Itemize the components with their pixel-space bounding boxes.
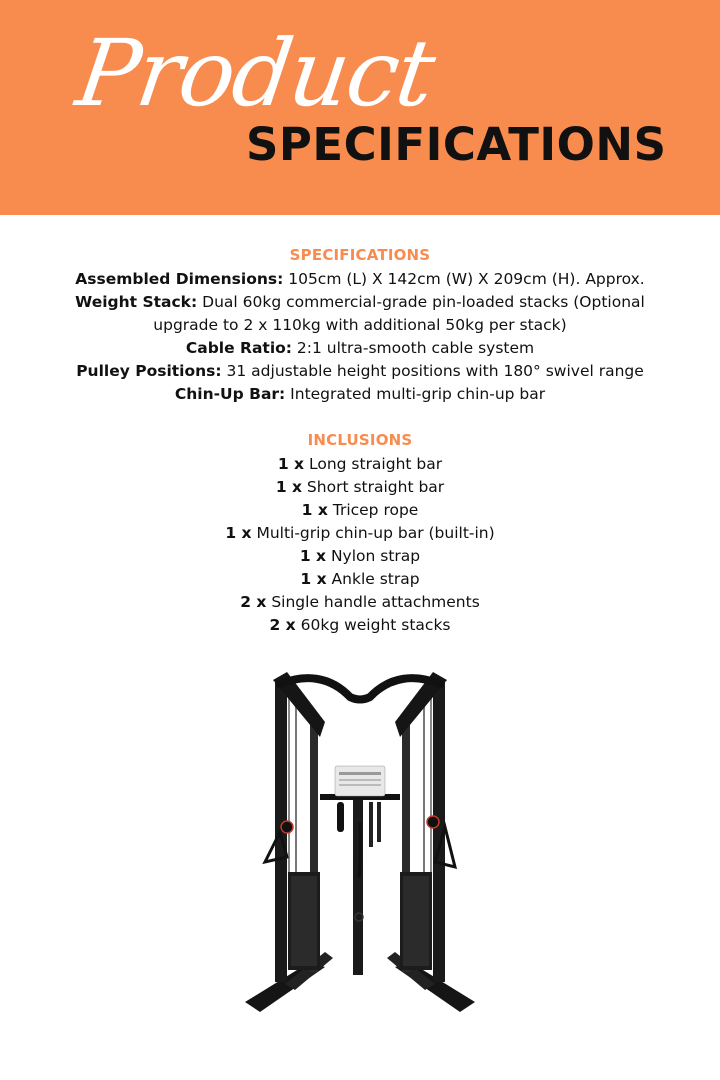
content (0, 244, 720, 637)
inclusion-qty: 1 x (300, 570, 327, 588)
header-banner (0, 0, 720, 215)
inclusion-item (0, 591, 720, 614)
spec-label: Cable Ratio: (185, 339, 292, 357)
inclusion-name: Long straight bar (304, 455, 443, 473)
inclusion-item (0, 545, 720, 568)
inclusion-qty: 1 x (277, 455, 305, 473)
inclusion-name: Ankle strap (326, 570, 420, 588)
page-title: SPECIFICATIONS (246, 118, 667, 171)
spec-value: Integrated multi-grip chin-up bar (285, 385, 546, 403)
inclusion-item (0, 499, 720, 522)
left-weight-stack (288, 872, 320, 970)
inclusion-name: Single handle attachments (266, 593, 480, 611)
spec-value: 2:1 ultra-smooth cable system (292, 339, 535, 357)
inclusion-name: Multi-grip chin-up bar (built-in) (251, 524, 495, 542)
inclusion-qty: 1 x (299, 547, 327, 565)
inclusion-item (0, 522, 720, 545)
inclusion-qty: 1 x (225, 524, 252, 542)
inclusion-item (0, 614, 720, 637)
inclusion-qty: 1 x (275, 478, 302, 496)
placard (335, 766, 385, 796)
inclusion-name: Nylon strap (326, 547, 421, 565)
inclusion-item (0, 453, 720, 476)
spec-value: 31 adjustable height positions with 180° swivel range (221, 362, 644, 380)
spec-label: Pulley Positions: (76, 362, 222, 380)
right-weight-stack (400, 872, 432, 970)
spec-value: 105cm (L) X 142cm (W) X 209cm (H). Approx. (283, 270, 645, 288)
inclusion-item (0, 568, 720, 591)
inclusion-qty: 2 x (240, 593, 267, 611)
inclusion-name: Tricep rope (327, 501, 419, 519)
spec-item (0, 268, 720, 291)
script-title: Product (70, 20, 440, 127)
spec-label: Weight Stack: (75, 293, 198, 311)
inclusion-qty: 1 x (301, 501, 328, 519)
spec-item (0, 337, 720, 360)
spec-item (0, 383, 720, 406)
functional-trainer-image (225, 662, 495, 1022)
inclusion-name: Short straight bar (302, 478, 445, 496)
spec-item (0, 291, 720, 337)
spec-value: Dual 60kg commercial-grade pin-loaded stacks (Optional upgrade to 2 x 110kg with additional 50kg per stack) (153, 293, 645, 334)
specifications-heading: SPECIFICATIONS (289, 246, 431, 264)
inclusions-heading: INCLUSIONS (307, 431, 413, 449)
inclusion-name: 60kg weight stacks (295, 616, 451, 634)
inclusion-qty: 2 x (269, 616, 296, 634)
spec-item (0, 360, 720, 383)
spec-label: Assembled Dimensions: (75, 270, 284, 288)
inclusion-item (0, 476, 720, 499)
spec-label: Chin-Up Bar: (174, 385, 286, 403)
